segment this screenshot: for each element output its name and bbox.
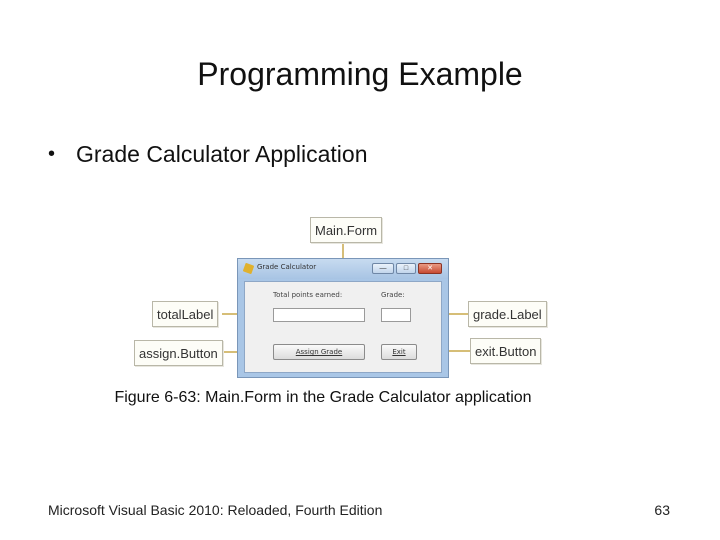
grade-label <box>381 308 411 322</box>
close-icon[interactable]: ✕ <box>418 263 442 274</box>
callout-main-form: Main.Form <box>310 217 382 243</box>
window-client-area <box>244 281 442 373</box>
bullet-marker: • <box>48 143 56 165</box>
grade-caption: Grade: <box>381 291 405 299</box>
footer-text: Microsoft Visual Basic 2010: Reloaded, Fourth Edition <box>48 502 383 518</box>
page-number: 63 <box>654 502 670 518</box>
callout-exit-button: exit.Button <box>470 338 541 364</box>
minimize-icon[interactable]: — <box>372 263 394 274</box>
bullet-item <box>48 141 368 168</box>
callout-grade-label: grade.Label <box>468 301 547 327</box>
assign-button[interactable]: Assign Grade <box>273 344 365 360</box>
maximize-icon[interactable]: □ <box>396 263 416 274</box>
window-title-bar <box>238 259 448 279</box>
total-label <box>273 308 365 322</box>
figure-caption: Figure 6-63: Main.Form in the Grade Calculator application <box>114 389 532 406</box>
app-icon <box>243 263 255 275</box>
slide-title: Programming Example <box>197 56 523 92</box>
bullet-text: Grade Calculator Application <box>76 141 368 167</box>
window-title: Grade Calculator <box>257 263 317 271</box>
callout-assign-button: assign.Button <box>134 340 223 366</box>
total-points-caption: Total points earned: <box>273 291 343 299</box>
callout-total-label: totalLabel <box>152 301 218 327</box>
exit-button[interactable]: Exit <box>381 344 417 360</box>
grade-calculator-window <box>237 258 449 378</box>
